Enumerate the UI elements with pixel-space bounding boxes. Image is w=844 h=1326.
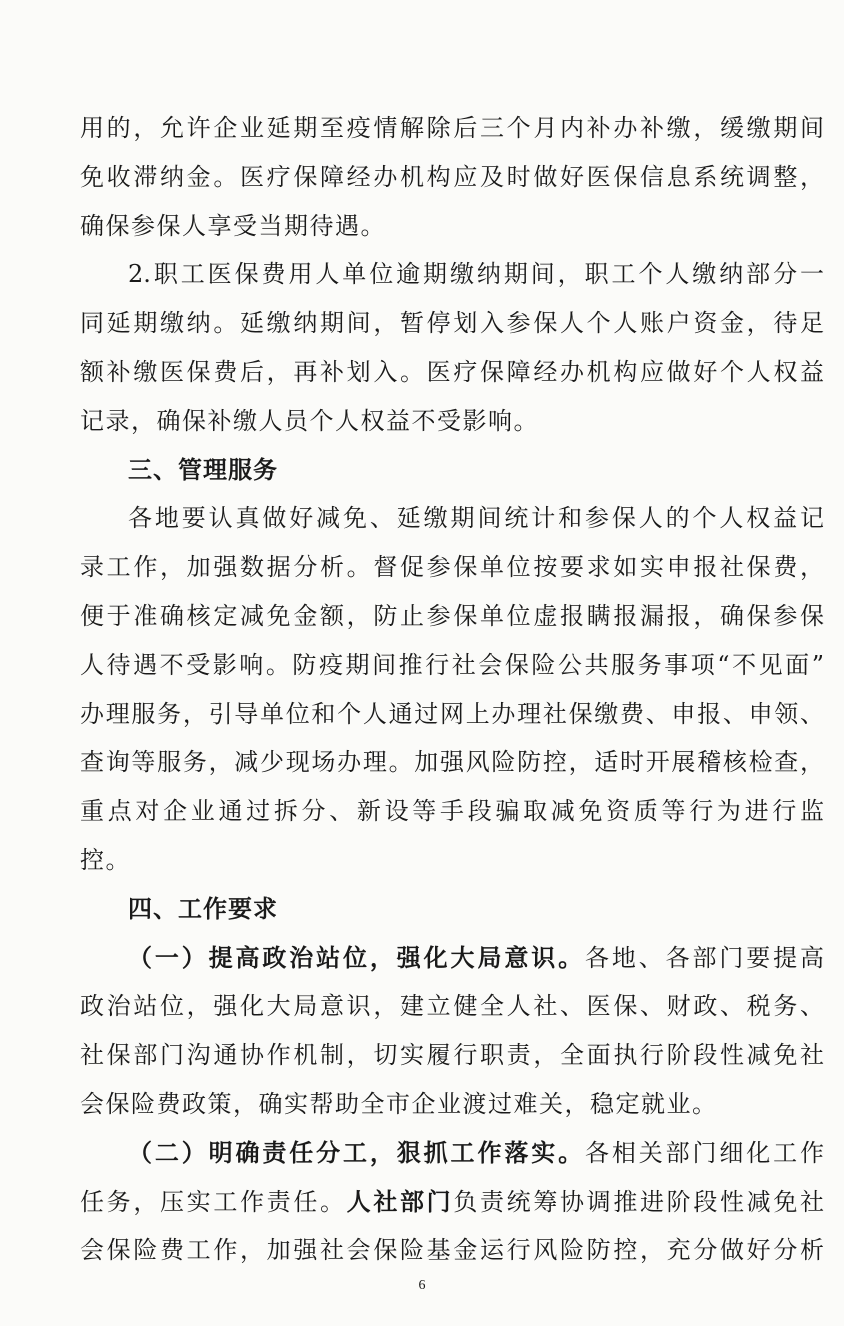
line-text: 会保险费工作，加强社会保险基金运行风险防控，充分做好分析 bbox=[80, 1236, 824, 1265]
line-text: 同延期缴纳。延缴纳期间，暂停划入参保人个人账户资金，待足 bbox=[80, 309, 824, 338]
text-line bbox=[80, 738, 824, 787]
text-line bbox=[80, 836, 824, 885]
text-line bbox=[80, 543, 824, 592]
text-line bbox=[80, 299, 824, 348]
line-tail: 负责统筹协调推进阶段性减免社 bbox=[453, 1187, 825, 1216]
text-line bbox=[80, 250, 824, 299]
text-line bbox=[80, 1080, 824, 1129]
text-line bbox=[80, 153, 824, 202]
line-text: 人待遇不受影响。防疫期间推行社会保险公共服务事项“不见面” bbox=[80, 650, 824, 679]
line-text: 确保参保人享受当期待遇。 bbox=[80, 211, 386, 240]
line-text: 记录，确保补缴人员个人权益不受影响。 bbox=[80, 406, 539, 435]
bold-lead: （二）明确责任分工，狠抓工作落实。 bbox=[128, 1138, 585, 1167]
text-line bbox=[80, 787, 824, 836]
text-line bbox=[80, 1226, 824, 1275]
text-line bbox=[80, 592, 824, 641]
text-line bbox=[80, 1031, 824, 1080]
line-text: 免收滞纳金。医疗保障经办机构应及时做好医保信息系统调整， bbox=[80, 162, 824, 191]
text-line bbox=[80, 1129, 824, 1178]
section-heading: 四、工作要求 bbox=[128, 894, 278, 923]
line-text: 额补缴医保费后，再补划入。医疗保障经办机构应做好个人权益 bbox=[80, 357, 824, 386]
text-line bbox=[80, 934, 824, 983]
line-text: 录工作，加强数据分析。督促参保单位按要求如实申报社保费， bbox=[80, 553, 824, 582]
line-text: 用的，允许企业延期至疫情解除后三个月内补办补缴，缓缴期间 bbox=[80, 114, 824, 142]
line-text: 社保部门沟通协作机制，切实履行职责，全面执行阶段性减免社 bbox=[80, 1041, 824, 1070]
line-text: 控。 bbox=[80, 845, 131, 874]
text-line bbox=[80, 641, 824, 690]
line-text: 各地要认真做好减免、延缴期间统计和参保人的个人权益记 bbox=[128, 504, 824, 533]
text-line bbox=[80, 494, 824, 543]
body-text bbox=[80, 104, 824, 1275]
line-text: 各相关部门细化工作 bbox=[584, 1138, 825, 1167]
text-line bbox=[80, 348, 824, 397]
line-text: 便于准确核定减免金额，防止参保单位虚报瞒报漏报，确保参保 bbox=[80, 601, 824, 630]
bold-lead: （一）提高政治站位，强化大局意识。 bbox=[128, 943, 585, 972]
text-line bbox=[80, 1178, 824, 1227]
line-text: 查询等服务，减少现场办理。加强风险防控，适时开展稽核检查， bbox=[80, 748, 824, 777]
text-line bbox=[80, 397, 824, 446]
section-heading: 三、管理服务 bbox=[128, 455, 278, 484]
page-number: 6 bbox=[418, 1278, 426, 1293]
line-text: 办理服务，引导单位和个人通过网上办理社保缴费、申报、申领、 bbox=[80, 699, 824, 728]
text-line bbox=[80, 690, 824, 739]
bold-inline: 人社部门 bbox=[346, 1187, 454, 1216]
line-text: 会保险费政策，确实帮助全市企业渡过难关，稳定就业。 bbox=[80, 1089, 718, 1118]
line-text: 各地、各部门要提高 bbox=[584, 943, 825, 972]
text-line bbox=[80, 202, 824, 251]
text-line bbox=[80, 982, 824, 1031]
text-line bbox=[80, 104, 824, 153]
line-text: 重点对企业通过拆分、新设等手段骗取减免资质等行为进行监 bbox=[80, 797, 824, 826]
line-text: 2.职工医保费用人单位逾期缴纳期间，职工个人缴纳部分一 bbox=[128, 260, 824, 289]
line-text: 任务，压实工作责任。 bbox=[80, 1187, 347, 1216]
line-text: 政治站位，强化大局意识，建立健全人社、医保、财政、税务、 bbox=[80, 992, 824, 1021]
